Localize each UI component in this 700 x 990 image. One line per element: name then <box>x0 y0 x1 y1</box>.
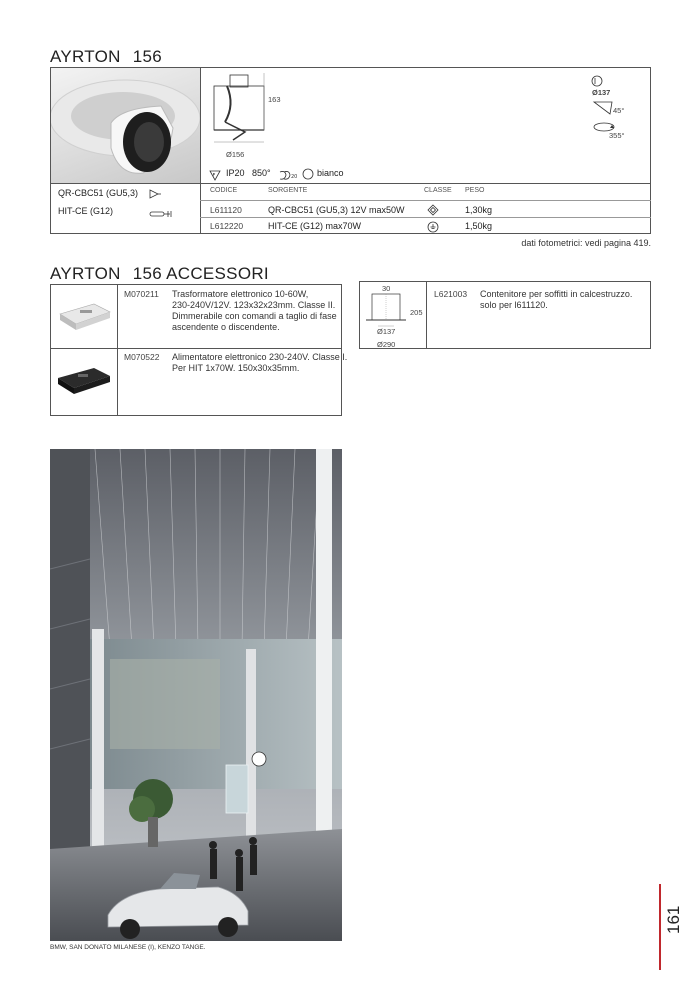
svg-text:20: 20 <box>291 174 298 180</box>
header-class: CLASSE <box>424 187 452 194</box>
dim-inner: Ø137 <box>377 327 396 336</box>
accessory-description: Alimentatore elettronico 230-240V. Classe I. Per HIT 1x70W. 150x30x35mm. <box>172 352 348 373</box>
enec-icon <box>277 168 299 186</box>
accessory-description: Trasformatore elettronico 10-60W, 230-240V/12V. 123x32x23mm. Classe II. Dimmerabile con comandi a taglio di fase ascendente o discendente. <box>172 289 337 332</box>
divider <box>117 284 118 416</box>
product-source: HIT-CE (G12) max70W <box>268 221 362 231</box>
product-code: L612220 <box>210 221 244 231</box>
product-code: L611120 <box>210 205 242 215</box>
svg-text:F: F <box>212 173 216 179</box>
protection-icon <box>209 168 221 186</box>
product-photo <box>51 68 200 183</box>
divider <box>50 183 651 184</box>
section-title-accessories: AYRTON 156 ACCESSORI <box>50 264 269 283</box>
ip-rating: IP20 <box>226 168 245 178</box>
class-i-earth-icon <box>427 220 439 238</box>
dim-top: 30 <box>382 284 391 293</box>
accessory-code: M070211 <box>124 289 159 299</box>
header-weight: PESO <box>465 187 485 194</box>
color-swatch-icon <box>302 167 314 185</box>
photometric-note: dati fotometrici: vedi pagina 419. <box>521 238 651 248</box>
lamp-name: QR-CBC51 (GU5,3) <box>58 188 139 198</box>
page-rule <box>659 884 661 970</box>
dim-side: 205 <box>410 308 423 317</box>
divider <box>50 348 342 349</box>
product-weight: 1,30kg <box>465 205 493 215</box>
dim-diameter: Ø156 <box>226 150 245 159</box>
divider <box>200 67 201 234</box>
divider <box>200 217 651 218</box>
showroom-photo <box>50 449 342 941</box>
color-name: bianco <box>317 168 344 178</box>
accessory-code: L621003 <box>434 289 468 299</box>
class-ii-icon <box>427 203 439 221</box>
dim-cutout: Ø137 <box>592 88 611 97</box>
dim-rotate: 355° <box>609 131 625 140</box>
lamp-name: HIT-CE (G12) <box>58 206 114 216</box>
technical-drawing <box>205 70 285 170</box>
accessory-code: M070522 <box>124 352 160 362</box>
header-code: CODICE <box>210 187 238 194</box>
accessory-description: Contenitore per soffitti in calcestruzzo. solo per l611120. <box>480 289 633 310</box>
dim-height: 163 <box>268 95 281 104</box>
transformer-photo <box>56 296 114 341</box>
page-number: 161 <box>664 905 683 934</box>
divider <box>200 200 651 201</box>
power-supply-photo <box>54 362 114 407</box>
header-source: SORGENTE <box>268 187 308 194</box>
product-source: QR-CBC51 (GU5,3) 12V max50W <box>268 205 405 215</box>
metal-halide-lamp-icon <box>148 206 174 224</box>
photo-caption: BMW, SAN DONATO MILANESE (I), KENZO TANGE. <box>50 944 206 951</box>
section-title-ayrton-156: AYRTON 156 <box>50 47 163 66</box>
dim-outer: Ø290 <box>377 340 396 349</box>
tilt-icon <box>592 100 614 121</box>
glow-wire-temp: 850° <box>252 168 271 178</box>
product-weight: 1,50kg <box>465 221 493 231</box>
dichroic-lamp-icon <box>148 187 162 205</box>
divider <box>426 281 427 349</box>
dim-tilt: 45° <box>613 106 625 115</box>
